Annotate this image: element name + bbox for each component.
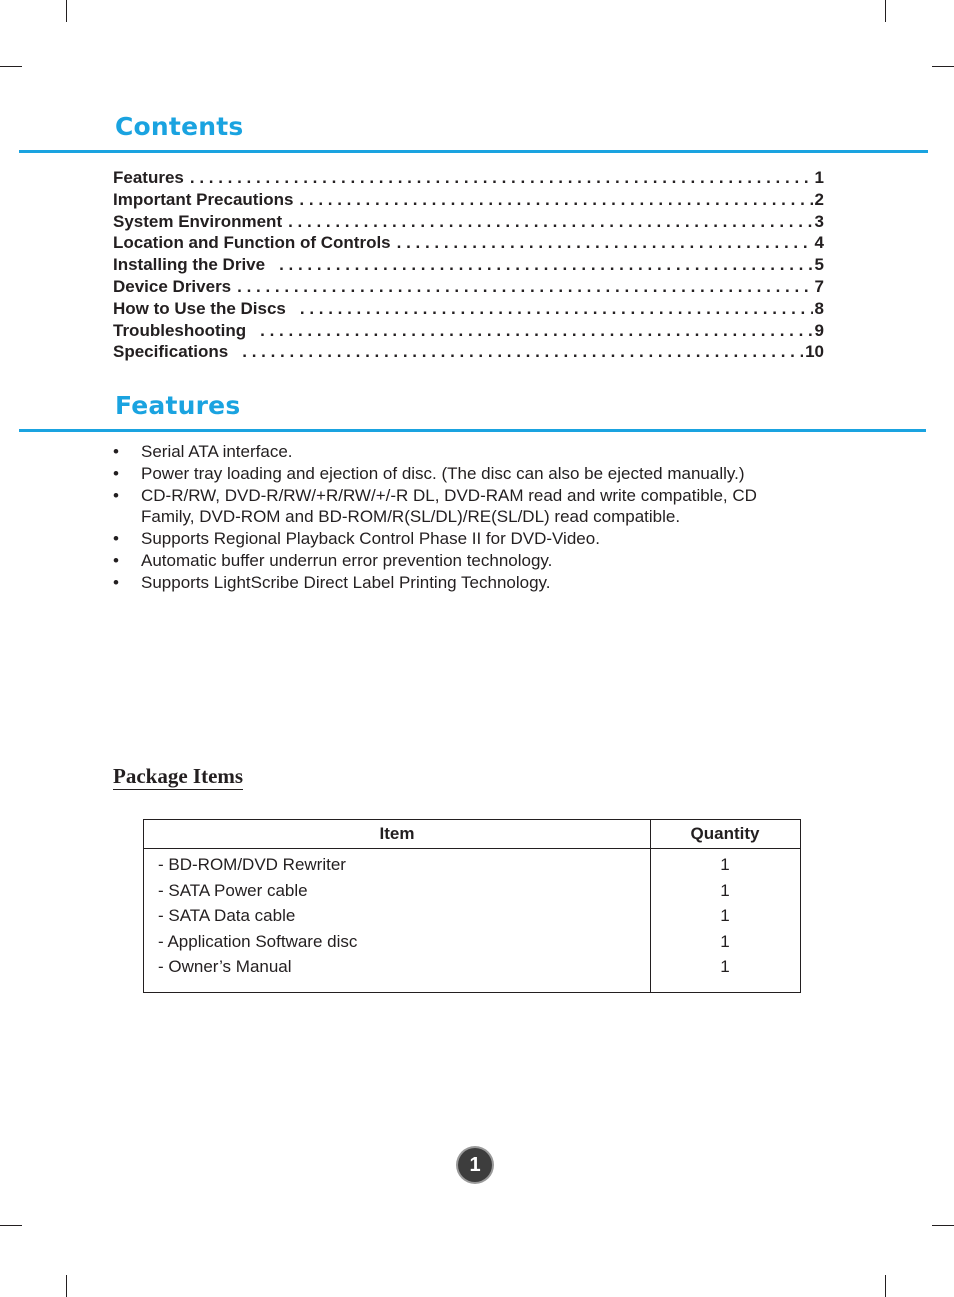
item-quantity: 1 xyxy=(720,906,730,925)
item-quantity: 1 xyxy=(720,855,730,874)
features-rule xyxy=(19,429,926,432)
crop-mark xyxy=(885,0,886,22)
bullet-icon: • xyxy=(113,529,119,549)
item-quantity: 1 xyxy=(720,880,730,900)
toc-leader xyxy=(279,254,812,276)
table-row xyxy=(144,906,800,932)
toc-entry-title: System Environment xyxy=(113,211,283,231)
toc-entry-title: How to Use the Discs xyxy=(113,298,286,318)
toc-entry[interactable] xyxy=(113,298,824,320)
table-row xyxy=(144,957,800,983)
table-body xyxy=(144,855,800,983)
features-list xyxy=(113,441,873,594)
toc-entry-title: Specifications xyxy=(113,342,229,362)
feature-item xyxy=(113,463,873,485)
toc-leader xyxy=(397,232,813,254)
bullet-icon: • xyxy=(113,485,119,505)
toc-entry-title: Important Precautions xyxy=(113,189,294,209)
feature-text: CD-R/RW, DVD-R/RW/+R/RW/+/-R DL, DVD-RAM read and write compatible, CD Family, DVD-ROM and BD-ROM/R(SL/DL)/RE(SL/DL) read compatible. xyxy=(141,485,757,527)
toc-entry[interactable] xyxy=(113,320,824,342)
toc-leader xyxy=(288,211,812,233)
table-row xyxy=(144,932,800,958)
toc-entry-title: Features xyxy=(113,168,184,187)
toc-entry-page: 2 xyxy=(814,189,824,209)
toc-entry[interactable] xyxy=(113,341,824,363)
table-row xyxy=(144,855,800,881)
bullet-icon: • xyxy=(113,572,119,592)
item-name: - SATA Data cable xyxy=(158,906,296,925)
feature-text: Power tray loading and ejection of disc. (The disc can also be ejected manually.) xyxy=(141,463,745,483)
feature-item xyxy=(113,550,873,572)
toc-entry[interactable] xyxy=(113,167,824,189)
table-header xyxy=(144,820,800,849)
bullet-icon: • xyxy=(113,442,119,461)
toc-entry[interactable] xyxy=(113,254,824,276)
feature-text: Automatic buffer underrun error prevention technology. xyxy=(141,550,553,570)
feature-text: Serial ATA interface. xyxy=(141,442,293,461)
item-quantity: 1 xyxy=(720,957,730,976)
toc-entry[interactable] xyxy=(113,232,824,254)
item-name: - BD-ROM/DVD Rewriter xyxy=(158,855,346,874)
bullet-icon: • xyxy=(113,463,119,483)
page-number-badge: 1 xyxy=(458,1148,492,1182)
toc-leader xyxy=(300,298,813,320)
crop-mark xyxy=(885,1275,886,1297)
table-row xyxy=(144,881,800,907)
toc-entry-page: 8 xyxy=(814,298,824,318)
toc-entry-page: 5 xyxy=(814,255,824,275)
toc-entry-title: Installing the Drive xyxy=(113,255,266,275)
feature-item xyxy=(113,528,873,550)
toc-list xyxy=(113,167,824,363)
feature-item xyxy=(113,441,873,463)
feature-text: Supports LightScribe Direct Label Printing Technology. xyxy=(141,572,551,592)
toc-entry-title: Device Drivers xyxy=(113,276,232,296)
header-item: Item xyxy=(379,824,415,843)
toc-entry[interactable] xyxy=(113,211,824,233)
feature-item xyxy=(113,485,771,529)
crop-mark xyxy=(66,0,67,22)
crop-mark xyxy=(0,1225,22,1226)
toc-leader xyxy=(299,189,812,211)
toc-entry-page: 3 xyxy=(814,211,824,231)
feature-item xyxy=(113,572,873,594)
contents-heading: Contents xyxy=(115,112,244,141)
crop-mark xyxy=(932,1225,954,1226)
package-items-title: Package Items xyxy=(113,764,244,788)
toc-entry-page: 4 xyxy=(814,233,824,253)
toc-entry-page: 7 xyxy=(814,276,824,296)
package-items-table xyxy=(143,819,801,993)
feature-text: Supports Regional Playback Control Phase II for DVD-Video. xyxy=(141,529,600,549)
crop-mark xyxy=(66,1275,67,1297)
toc-leader xyxy=(190,167,813,189)
toc-entry-page: 9 xyxy=(814,320,824,340)
toc-leader xyxy=(260,320,812,342)
item-name: - Application Software disc xyxy=(158,931,358,951)
item-name: - SATA Power cable xyxy=(158,880,308,900)
item-quantity: 1 xyxy=(720,931,730,951)
contents-rule xyxy=(19,150,928,153)
toc-leader xyxy=(237,276,812,298)
header-quantity: Quantity xyxy=(690,824,760,843)
toc-entry-title: Troubleshooting xyxy=(113,320,247,340)
item-name: - Owner’s Manual xyxy=(158,957,292,976)
features-heading: Features xyxy=(115,391,241,420)
toc-entry-page: 1 xyxy=(814,168,824,187)
toc-entry[interactable] xyxy=(113,189,824,211)
crop-mark xyxy=(0,66,22,67)
toc-entry-title: Location and Function of Controls xyxy=(113,233,391,253)
bullet-icon: • xyxy=(113,550,119,570)
toc-leader xyxy=(242,341,803,363)
toc-entry-page: 10 xyxy=(805,342,824,362)
toc-entry[interactable] xyxy=(113,276,824,298)
crop-mark xyxy=(932,66,954,67)
